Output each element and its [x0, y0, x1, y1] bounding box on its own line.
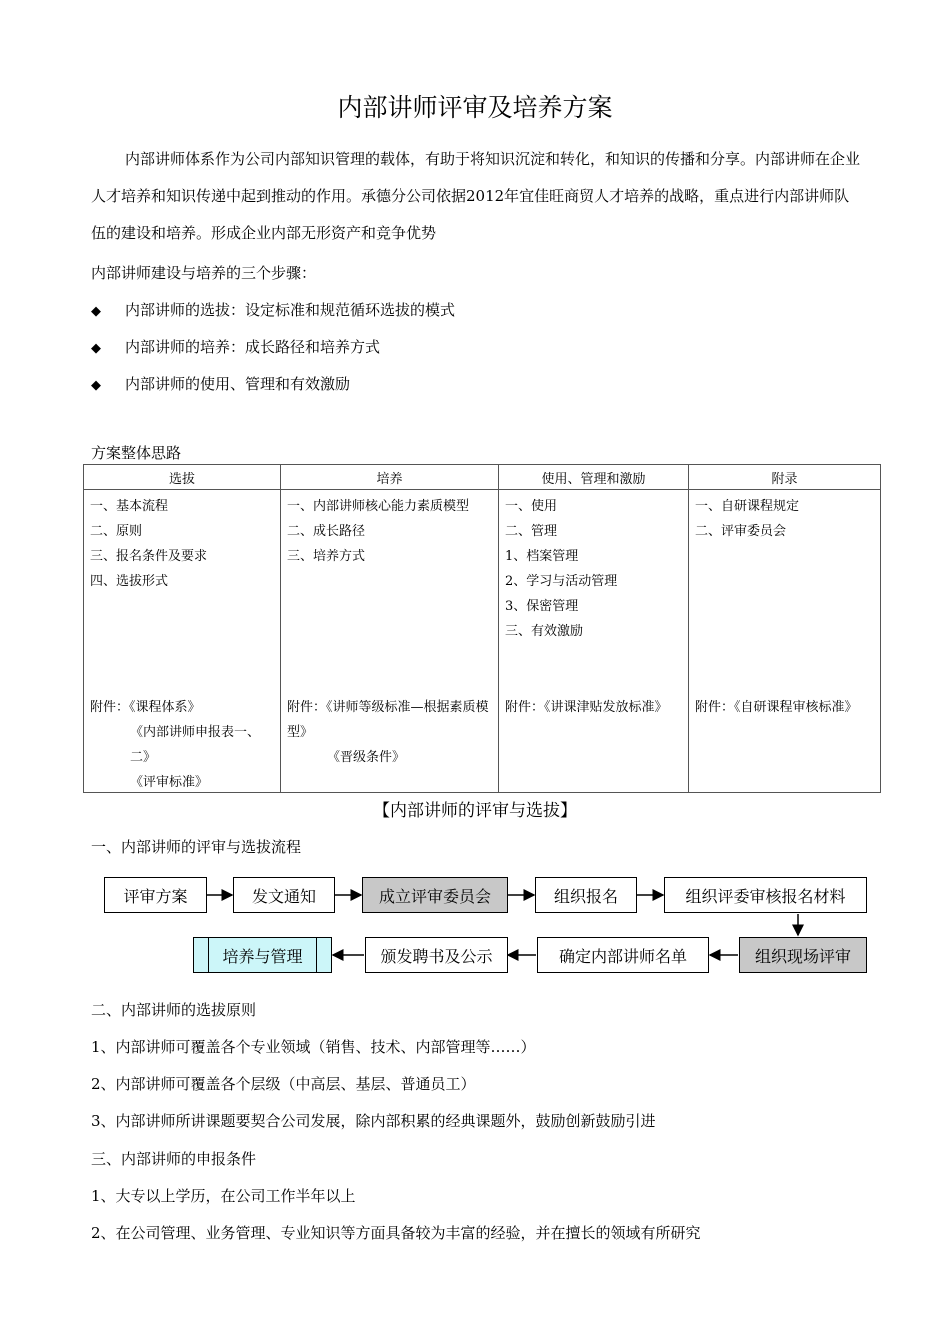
flow-heading: 一、内部讲师的评审与选拔流程	[91, 838, 302, 856]
conditions-heading: 三、内部讲师的申报条件	[91, 1150, 257, 1168]
document-title: 内部讲师评审及培养方案	[337, 93, 613, 122]
list-item: 二、评审委员会	[695, 524, 787, 539]
flow-step-registration: 组织报名	[535, 877, 637, 913]
attachment-main: 附件：《课程体系》	[90, 700, 201, 715]
step-item: ◆ 内部讲师的选拔：设定标准和规范循环选拔的模式	[91, 301, 456, 319]
box-divider	[316, 938, 317, 972]
principles-heading: 二、内部讲师的选拔原则	[91, 1001, 257, 1019]
principle-item: 2、内部讲师可覆盖各个层级（中高层、基层、普通员工）	[91, 1075, 476, 1093]
flow-step-notice: 发文通知	[233, 877, 335, 913]
attachment-main: 附件：《讲师等级标准—根据素质模型》	[287, 700, 489, 740]
list-item: 三、有效激励	[505, 624, 584, 639]
list-item: 3、保密管理	[505, 599, 579, 614]
flow-step-review-plan: 评审方案	[104, 877, 207, 913]
flow-step-material-review: 组织评委审核报名材料	[664, 877, 867, 913]
list-item: 一、基本流程	[90, 499, 169, 514]
diamond-bullet-icon: ◆	[91, 341, 101, 356]
plan-header-cell: 使用、管理和激励	[499, 465, 689, 490]
principle-item: 1、内部讲师可覆盖各个专业领域（销售、技术、内部管理等……）	[91, 1038, 536, 1056]
attachment-sub: 《内部讲师申报表一、二》	[130, 725, 261, 765]
diamond-bullet-icon: ◆	[91, 378, 101, 393]
list-item: 2、学习与活动管理	[505, 574, 618, 589]
list-item: 三、培养方式	[287, 549, 366, 564]
condition-item: 2、在公司管理、业务管理、专业知识等方面具备较为丰富的经验，并在擅长的领域有所研究	[91, 1224, 701, 1242]
list-item: 四、选拔形式	[90, 574, 169, 589]
attachment-sub: 《晋级条件》	[327, 750, 406, 765]
flow-step-confirm-list: 确定内部讲师名单	[537, 937, 709, 973]
flow-step-onsite-review: 组织现场评审	[739, 937, 867, 973]
section-title: 【内部讲师的评审与选拔】	[373, 801, 577, 821]
list-item: 二、成长路径	[287, 524, 366, 539]
plan-header-cell: 培养	[281, 465, 499, 490]
steps-heading: 内部讲师建设与培养的三个步骤：	[91, 264, 317, 282]
diamond-bullet-icon: ◆	[91, 304, 101, 319]
attachment-sub: 《评审标准》	[130, 775, 209, 790]
condition-item: 1、大专以上学历，在公司工作半年以上	[91, 1187, 356, 1205]
principle-item: 3、内部讲师所讲课题要契合公司发展，除内部积累的经典课题外，鼓励创新鼓励引进	[91, 1112, 656, 1130]
list-item: 三、报名条件及要求	[90, 549, 208, 564]
flow-step-committee: 成立评审委员会	[362, 877, 508, 913]
attachment-main: 附件：《讲课津贴发放标准》	[505, 700, 668, 715]
plan-header-cell: 附录	[689, 465, 881, 490]
intro-text: 内部讲师体系作为公司内部知识管理的载体，有助于将知识沉淀和转化，和知识的传播和分享。内部讲师在企业人才培养和知识传递中起到推动的作用。承德分公司依据2012年宜佳旺商贸人才培养的战略，重点进行内部讲师队伍的建设和培养。形成企业内部无形资产和竞争优势	[91, 150, 861, 242]
flow-step-certificate: 颁发聘书及公示	[365, 937, 508, 973]
step-item: ◆ 内部讲师的培养：成长路径和培养方式	[91, 338, 381, 356]
step-item: ◆ 内部讲师的使用、管理和有效激励	[91, 375, 351, 393]
list-item: 1、档案管理	[505, 549, 579, 564]
list-item: 一、自研课程规定	[695, 499, 800, 514]
list-item: 一、内部讲师核心能力素质模型	[287, 499, 470, 514]
list-item: 二、原则	[90, 524, 143, 539]
plan-header-cell: 选拔	[84, 465, 281, 490]
attachment-main: 附件：《自研课程审核标准》	[695, 700, 858, 715]
box-divider	[208, 938, 209, 972]
plan-caption: 方案整体思路	[91, 444, 182, 462]
list-item: 一、使用	[505, 499, 558, 514]
flow-step-training: 培养与管理	[193, 937, 332, 973]
list-item: 二、管理	[505, 524, 558, 539]
